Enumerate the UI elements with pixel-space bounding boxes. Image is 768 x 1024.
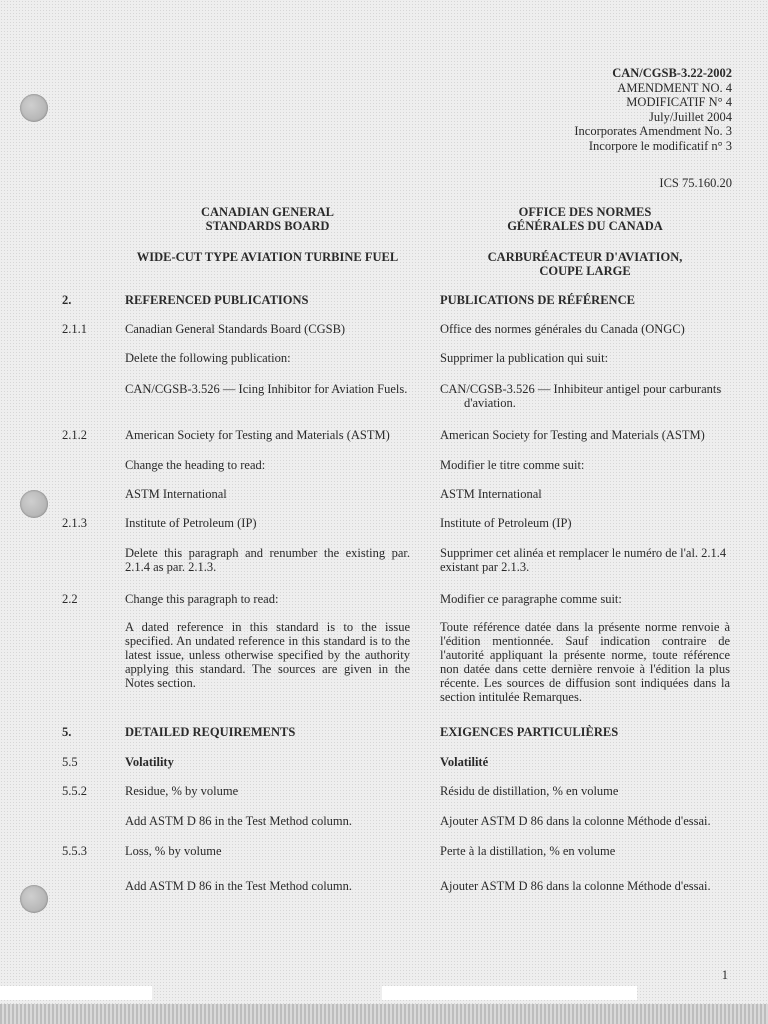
section-number: 2.1.2 <box>62 428 87 442</box>
clause-en: ASTM International <box>125 487 227 501</box>
clause-fr: Résidu de distillation, % en volume <box>440 784 619 798</box>
clause-fr: Modifier ce paragraphe comme suit: <box>440 592 622 606</box>
section-heading-en: DETAILED REQUIREMENTS <box>125 725 296 739</box>
header-line: AMENDMENT NO. 4 <box>617 80 732 95</box>
section-number: 5.5 <box>62 755 78 769</box>
clause-en: Add ASTM D 86 in the Test Method column. <box>125 814 353 828</box>
section-heading-fr: PUBLICATIONS DE RÉFÉRENCE <box>440 293 635 307</box>
doc-title-en: WIDE-CUT TYPE AVIATION TURBINE FUEL <box>136 250 399 264</box>
clause-fr: Office des normes générales du Canada (ONGC) <box>440 322 685 336</box>
subsection-heading-fr: Volatilité <box>440 755 489 769</box>
org-name-fr: OFFICE DES NORMES GÉNÉRALES DU CANADA <box>507 205 663 233</box>
section-number: 2.1.3 <box>62 516 87 530</box>
clause-fr: CAN/CGSB-3.526 — Inhibiteur antigel pour carburants d'aviation. <box>440 382 722 410</box>
standard-header <box>574 66 732 153</box>
redaction-bar <box>0 986 152 1000</box>
doc-title-fr: CARBURÉACTEUR D'AVIATION, COUPE LARGE <box>487 250 683 278</box>
header-line: Incorpore le modificatif n° 3 <box>588 138 732 153</box>
section-number: 2.2 <box>62 592 78 606</box>
section-number: 5.5.3 <box>62 844 87 858</box>
clause-en: Delete this paragraph and renumber the existing par. 2.1.4 as par. 2.1.3. <box>125 546 410 574</box>
subsection-heading-en: Volatility <box>125 755 174 769</box>
clause-fr: American Society for Testing and Materials (ASTM) <box>440 428 705 442</box>
clause-en: Canadian General Standards Board (CGSB) <box>125 322 346 336</box>
clause-en: CAN/CGSB-3.526 — Icing Inhibitor for Aviation Fuels. <box>125 382 408 396</box>
header-line: Incorporates Amendment No. 3 <box>574 124 732 138</box>
redaction-bar <box>382 986 637 1000</box>
section-heading-fr: EXIGENCES PARTICULIÈRES <box>440 725 619 739</box>
clause-fr: Modifier le titre comme suit: <box>440 458 585 472</box>
punch-hole <box>20 490 48 518</box>
clause-en: Change the heading to read: <box>125 458 266 472</box>
clause-fr: Perte à la distillation, % en volume <box>440 844 616 858</box>
section-number: 5.5.2 <box>62 784 87 798</box>
scan-edge <box>0 1004 768 1024</box>
clause-en: A dated reference in this standard is to the issue specified. An undated reference in this standard is to the latest issue, unless otherwise specified by the authority applying this standard. The sources are given in the Notes section. <box>125 620 410 690</box>
clause-en: Change this paragraph to read: <box>125 592 279 606</box>
clause-en: Residue, % by volume <box>125 784 239 798</box>
clause-en: Loss, % by volume <box>125 844 222 858</box>
clause-fr: Institute of Petroleum (IP) <box>440 516 572 530</box>
punch-hole <box>20 94 48 122</box>
clause-fr: ASTM International <box>440 487 542 501</box>
clause-fr: Ajouter ASTM D 86 dans la colonne Méthode d'essai. <box>440 879 711 893</box>
clause-fr: Ajouter ASTM D 86 dans la colonne Méthode d'essai. <box>440 814 711 828</box>
clause-en: Institute of Petroleum (IP) <box>125 516 257 530</box>
clause-en: Add ASTM D 86 in the Test Method column. <box>125 879 353 893</box>
header-line: July/Juillet 2004 <box>649 109 732 124</box>
section-number: 5. <box>62 725 72 739</box>
clause-en: American Society for Testing and Materials (ASTM) <box>125 428 390 442</box>
standard-code: CAN/CGSB-3.22-2002 <box>612 66 732 80</box>
clause-fr: Toute référence datée dans la présente norme renvoie à l'édition mentionnée. Sauf indication contraire de l'autorité appliquant la présente norme, toute référence non datée dans cette dernière renvoie à l'édition la plus récente. Les sources de diffusion sont indiquées dans la section intitulée Remarques. <box>440 620 730 704</box>
clause-fr: Supprimer cet alinéa et remplacer le numéro de l'al. 2.1.4 existant par 2.1.3. <box>440 546 727 574</box>
page-number: 1 <box>721 968 728 982</box>
section-number: 2. <box>62 293 72 307</box>
clause-en: Delete the following publication: <box>125 351 291 365</box>
clause-fr: Supprimer la publication qui suit: <box>440 351 609 365</box>
section-number: 2.1.1 <box>62 322 87 336</box>
section-heading-en: REFERENCED PUBLICATIONS <box>125 293 309 307</box>
punch-hole <box>20 885 48 913</box>
ics-code: ICS 75.160.20 <box>659 176 732 190</box>
org-name-en: CANADIAN GENERAL STANDARDS BOARD <box>201 205 334 233</box>
header-line: MODIFICATIF N° 4 <box>626 95 732 109</box>
